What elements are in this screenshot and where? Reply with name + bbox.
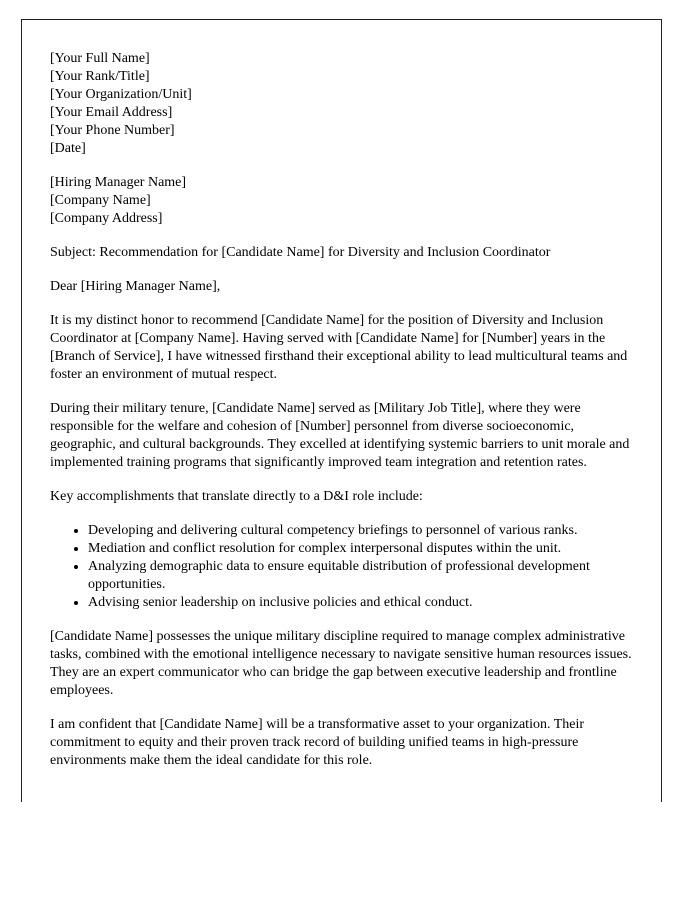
list-item: • Developing and delivering cultural competency briefings to personnel of various ranks. [88, 522, 640, 540]
subject-line: Subject: Recommendation for [Candidate Name] for Diversity and Inclusion Coordinator [50, 245, 551, 260]
recipient-hiring-manager: [Hiring Manager Name] [50, 175, 187, 190]
paragraph-accomplishments-lead: Key accomplishments that translate directly to a D&I role include: [50, 489, 423, 504]
list-item: • Mediation and conflict resolution for complex interpersonal disputes within the unit. [88, 540, 640, 558]
paragraph-tenure: During their military tenure, [Candidate Name] served as [Military Job Title], where they were responsible for the welfare and cohesion of [Number] personnel from diverse socioeconomic, geographic, and cultural backgrounds. They excelled at identifying systemic barriers to unit morale and implemented training programs that significantly improved team integration and retention rates. [50, 401, 630, 470]
sender-full-name: [Your Full Name] [50, 51, 150, 66]
accomplishments-list [50, 522, 640, 612]
paragraph-intro: It is my distinct honor to recommend [Candidate Name] for the position of Diversity and Inclusion Coordinator at [Company Name]. Having served with [Candidate Name] for [Number] years in the [Branch of Service], I have witnessed firsthand their exceptional ability to lead multicultural teams and foster an environment of mutual respect. [50, 313, 628, 382]
letter-date: [Date] [50, 141, 86, 156]
salutation: Dear [Hiring Manager Name], [50, 279, 221, 294]
sender-block [50, 50, 640, 158]
list-item: • Analyzing demographic data to ensure equitable distribution of professional development opportunities. [88, 558, 640, 594]
paragraph-discipline: [Candidate Name] possesses the unique military discipline required to manage complex administrative tasks, combined with the emotional intelligence necessary to navigate sensitive human resources issues. They are an expert communicator who can bridge the gap between executive leadership and frontline employees. [50, 629, 632, 698]
sender-rank-title: [Your Rank/Title] [50, 69, 150, 84]
sender-organization: [Your Organization/Unit] [50, 87, 192, 102]
recipient-company-address: [Company Address] [50, 211, 163, 226]
list-item: • Advising senior leadership on inclusive policies and ethical conduct. [88, 594, 640, 612]
sender-email: [Your Email Address] [50, 105, 173, 120]
paragraph-confidence: I am confident that [Candidate Name] will be a transformative asset to your organization. Their commitment to equity and their proven track record of building unified teams in high-pressure environments make them the ideal candidate for this role. [50, 717, 585, 768]
recipient-company-name: [Company Name] [50, 193, 151, 208]
letter-page [21, 19, 662, 802]
sender-phone: [Your Phone Number] [50, 123, 175, 138]
recipient-block [50, 174, 640, 228]
